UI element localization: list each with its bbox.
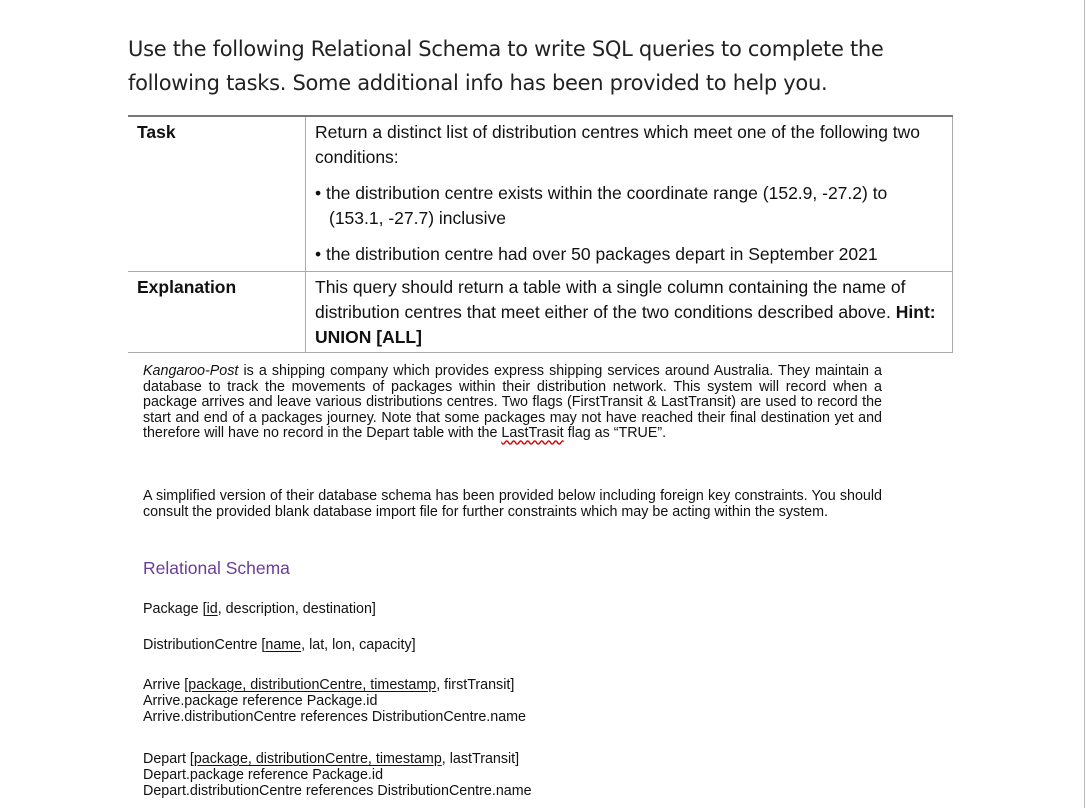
- foreign-key: Depart.distributionCentre references DistributionCentre.name: [143, 783, 532, 799]
- primary-key: name: [265, 637, 302, 653]
- intro-text: Use the following Relational Schema to write SQL queries to complete the following tasks. Some additional info has been provided to help you.: [128, 37, 884, 95]
- explanation-cell: [306, 272, 953, 353]
- para-text: is a shipping company which provides express shipping services around Australia. They maintain a database to track the movements of packages within their distribution network. This system will record when a package arrives and leave various distributions centres. Two flags (FirstTransit & LastTransit) are used to record the start and end of a packages journey. Note that some packages may not have reached their final destination yet and therefore will have no record in the Depart table with the: [143, 363, 882, 442]
- task-label: Task: [128, 116, 306, 272]
- explanation-label: Explanation: [128, 272, 306, 353]
- bullet-text: the distribution centre had over 50 packages depart in September 2021: [326, 244, 878, 264]
- schema-arrive: [143, 677, 526, 725]
- task-cell: [306, 116, 953, 272]
- misspelled-word: LastTrasit: [501, 425, 564, 442]
- description-paragraph: [143, 364, 882, 442]
- bullet-item: • the distribution centre exists within the coordinate range (152.9, -27.2) to (153.1, -27.7) inclusive: [315, 183, 888, 228]
- hint: Hint: UNION [ALL]: [315, 302, 936, 347]
- task-row: [128, 116, 953, 272]
- company-name: Kangaroo-Post: [143, 363, 239, 379]
- attributes: , lat, lon, capacity]: [301, 637, 416, 653]
- foreign-key: Arrive.package reference Package.id: [143, 693, 378, 709]
- foreign-key: Depart.package reference Package.id: [143, 767, 384, 783]
- relation-name: Arrive [: [143, 677, 189, 693]
- page-edge: [1084, 0, 1085, 808]
- primary-key: package, distributionCentre, timestamp: [193, 751, 442, 767]
- para-text: flag as “TRUE”.: [563, 425, 667, 442]
- schema-depart: [143, 751, 532, 799]
- attributes: , description, destination]: [217, 601, 376, 617]
- attributes: , firstTransit]: [436, 677, 515, 693]
- relation-name: Depart [: [143, 751, 194, 767]
- task-text: Return a distinct list of distribution centres which meet one of the following two conditions:: [315, 122, 921, 167]
- relation-name: DistributionCentre [: [143, 637, 266, 653]
- schema-note-paragraph: A simplified version of their database schema has been provided below including foreign key constraints. You should consult the provided blank database import file for further constraints which may be acting within the system.: [143, 488, 882, 520]
- schema-heading: Relational Schema: [143, 558, 290, 578]
- foreign-key: Arrive.distributionCentre references DistributionCentre.name: [143, 709, 527, 725]
- bullet-text: the distribution centre exists within the coordinate range (152.9, -27.2) to (153.1, -27.7) inclusive: [326, 183, 888, 228]
- schema-package: [143, 601, 376, 617]
- primary-key: id: [206, 601, 218, 617]
- explanation-text: This query should return a table with a single column containing the name of distribution centres that meet either of the two conditions described above.: [315, 277, 906, 322]
- explanation-row: [128, 272, 953, 353]
- attributes: , lastTransit]: [441, 751, 520, 767]
- bullet-item: • the distribution centre had over 50 packages depart in September 2021: [315, 244, 878, 264]
- task-table: [128, 115, 953, 353]
- schema-distribution-centre: [143, 637, 416, 653]
- primary-key: package, distributionCentre, timestamp: [188, 677, 437, 693]
- relation-name: Package [: [143, 601, 207, 617]
